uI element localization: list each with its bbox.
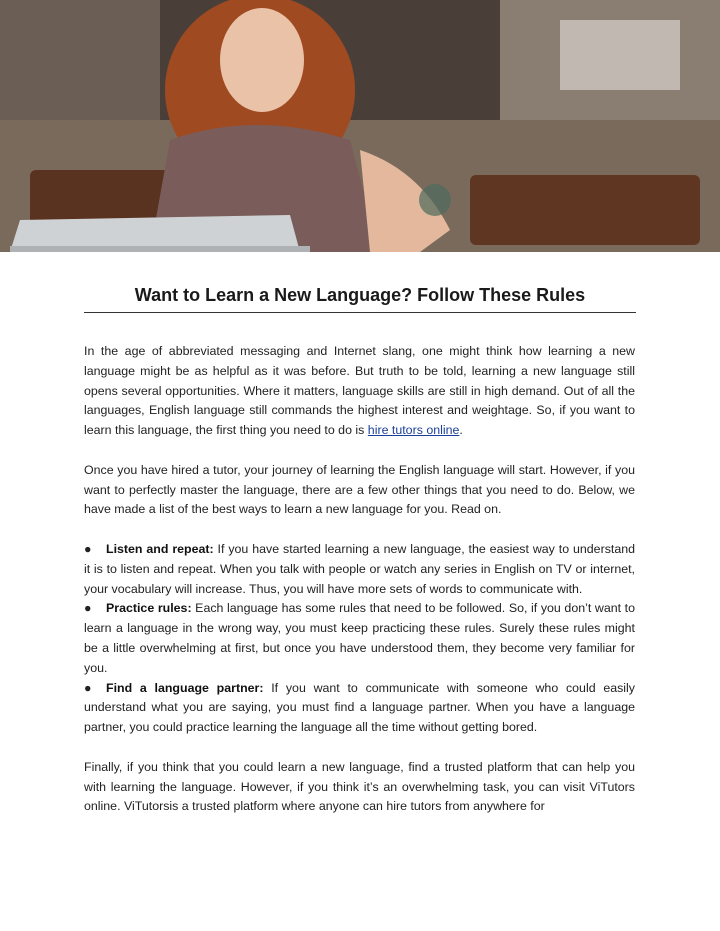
hero-image: [0, 0, 720, 252]
paragraph-intro: [84, 342, 635, 441]
list-item-text: If you have started learning a new language, the easiest way to understand it is to listen and repeat. When you talk with people or watch any series in English on TV or internet, your vocabulary will increase. Thus, you will have more sets of words to communicate with.: [84, 541, 636, 596]
paragraph-tutor: Once you have hired a tutor, your journey of learning the English language will start. However, if you want to perfectly master the language, there are a few other things that you need to do. Below, we have made a list of the best ways to learn a new language for you. Read on.: [84, 462, 635, 517]
bullet-icon: ●: [84, 680, 92, 695]
title-block: [84, 281, 636, 309]
list-item-text: Each language has some rules that need to be followed. So, if you don’t want to learn a language in the wrong way, you must keep practicing these rules. Surely these rules might be a little overwhelming at first, but once you have understood them, they become very familiar for you.: [84, 601, 636, 675]
paragraph-intro-text: In the age of abbreviated messaging and Internet slang, one might think how learning a new language might be as helpful as it was before. But truth to be told, learning a new language still opens several opportunities. Where it matters, language skills are still in high demand. Out of all the languages, English language still commands the highest interest and weightage. So, if you want to learn this language, the first thing you need to do is: [84, 344, 635, 438]
title-divider: [84, 312, 636, 313]
list-item-title: Practice rules:: [106, 601, 192, 616]
list-item-title: Listen and repeat:: [106, 541, 214, 556]
list-item-text: If you want to communicate with someone who could easily understand what you are saying, you must find a language partner. When you have a language partner, you could practice learning the language all the time without getting bored.: [84, 680, 636, 735]
list-item-title: Find a language partner:: [106, 680, 264, 695]
article-body: [84, 342, 635, 837]
list-item: [84, 679, 635, 738]
list-item: [84, 599, 635, 678]
bullet-icon: ●: [84, 541, 92, 556]
paragraph-final: Finally, if you think that you could learn a new language, find a trusted platform that can help you with learning the language. However, if you think it’s an overwhelming task, you can visit ViTutors online. ViTutorsis a trusted platform where anyone can hire tutors from anywhere for: [84, 759, 635, 814]
list-item: [84, 540, 635, 599]
hire-tutors-link[interactable]: hire tutors online: [367, 423, 460, 438]
paragraph-intro-end: .: [459, 423, 463, 438]
article-title: Want to Learn a New Language? Follow These Rules: [134, 285, 586, 305]
bullet-icon: ●: [84, 601, 92, 616]
hero-photo-icon: [0, 0, 720, 252]
